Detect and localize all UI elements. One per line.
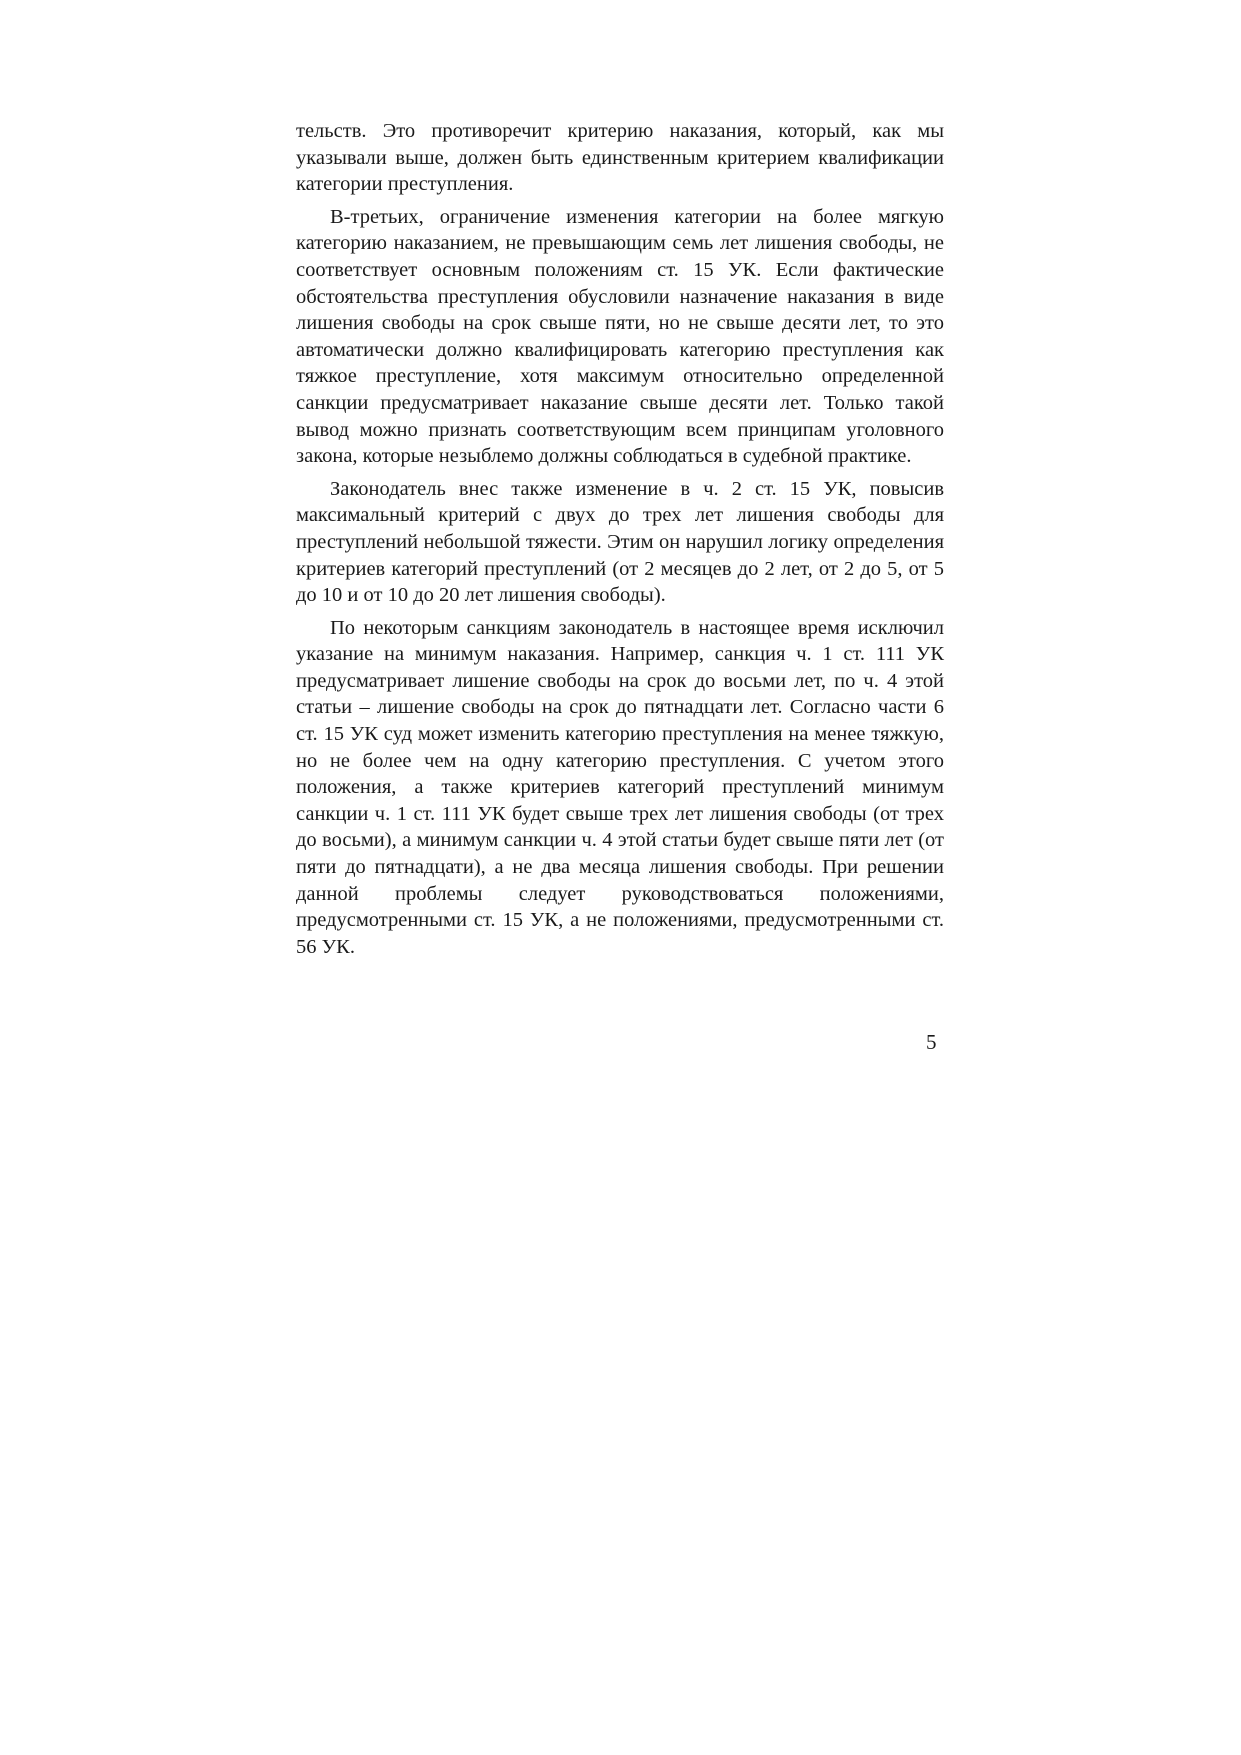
page-number: 5 <box>926 1030 937 1054</box>
paragraph-amendment: Законодатель внес также изменение в ч. 2 ст. 15 УК, повысив максимальный критерий с двух до трех лет лишения свободы для преступлений небольшой тяжести. Этим он нарушил логику определения критериев категорий преступлений (от 2 месяцев до 2 лет, от 2 до 5, от 5 до 10 и от 10 до 20 лет лишения свободы). <box>296 477 944 607</box>
body-text <box>296 118 944 966</box>
paragraph-third-argument: В-третьих, ограничение изменения категории на более мягкую категорию наказанием, не превышающим семь лет лишения свободы, не соответствует основным положениям ст. 15 УК. Если фактические обстоятельства преступления обусловили назначение наказания в виде лишения свободы на срок свыше пяти, но не свыше десяти лет, то это автоматически должно квалифицировать категорию преступления как тяжкое преступление, хотя максимум относительно определенной санкции предусматривает наказание свыше десяти лет. Только такой вывод можно признать соответствующим всем принципам уголовного закона, которые незыблемо должны соблюдаться в судебной практике. <box>296 205 944 468</box>
paragraph-continuation: тельств. Это противоречит критерию наказания, который, как мы указывали выше, должен быть единственным критерием квалификации категории преступления. <box>296 120 944 196</box>
paragraph-sanctions: По некоторым санкциям законодатель в настоящее время исключил указание на минимум наказания. Например, санкция ч. 1 ст. 111 УК предусматривает лишение свободы на срок до восьми лет, по ч. 4 этой статьи – лишение свободы на срок до пятнадцати лет. Согласно части 6 ст. 15 УК суд может изменить категорию преступления на менее тяжкую, но не более чем на одну категорию преступления. С учетом этого положения, а также критериев категорий преступлений минимум санкции ч. 1 ст. 111 УК будет свыше трех лет лишения свободы (от трех до восьми), а минимум санкции ч. 4 этой статьи будет свыше пяти лет (от пяти до пятнадцати), а не два месяца лишения свободы. При решении данной проблемы следует руководствоваться положениями, предусмотренными ст. 15 УК, а не положениями, предусмотренными ст. 56 УК. <box>296 616 944 958</box>
